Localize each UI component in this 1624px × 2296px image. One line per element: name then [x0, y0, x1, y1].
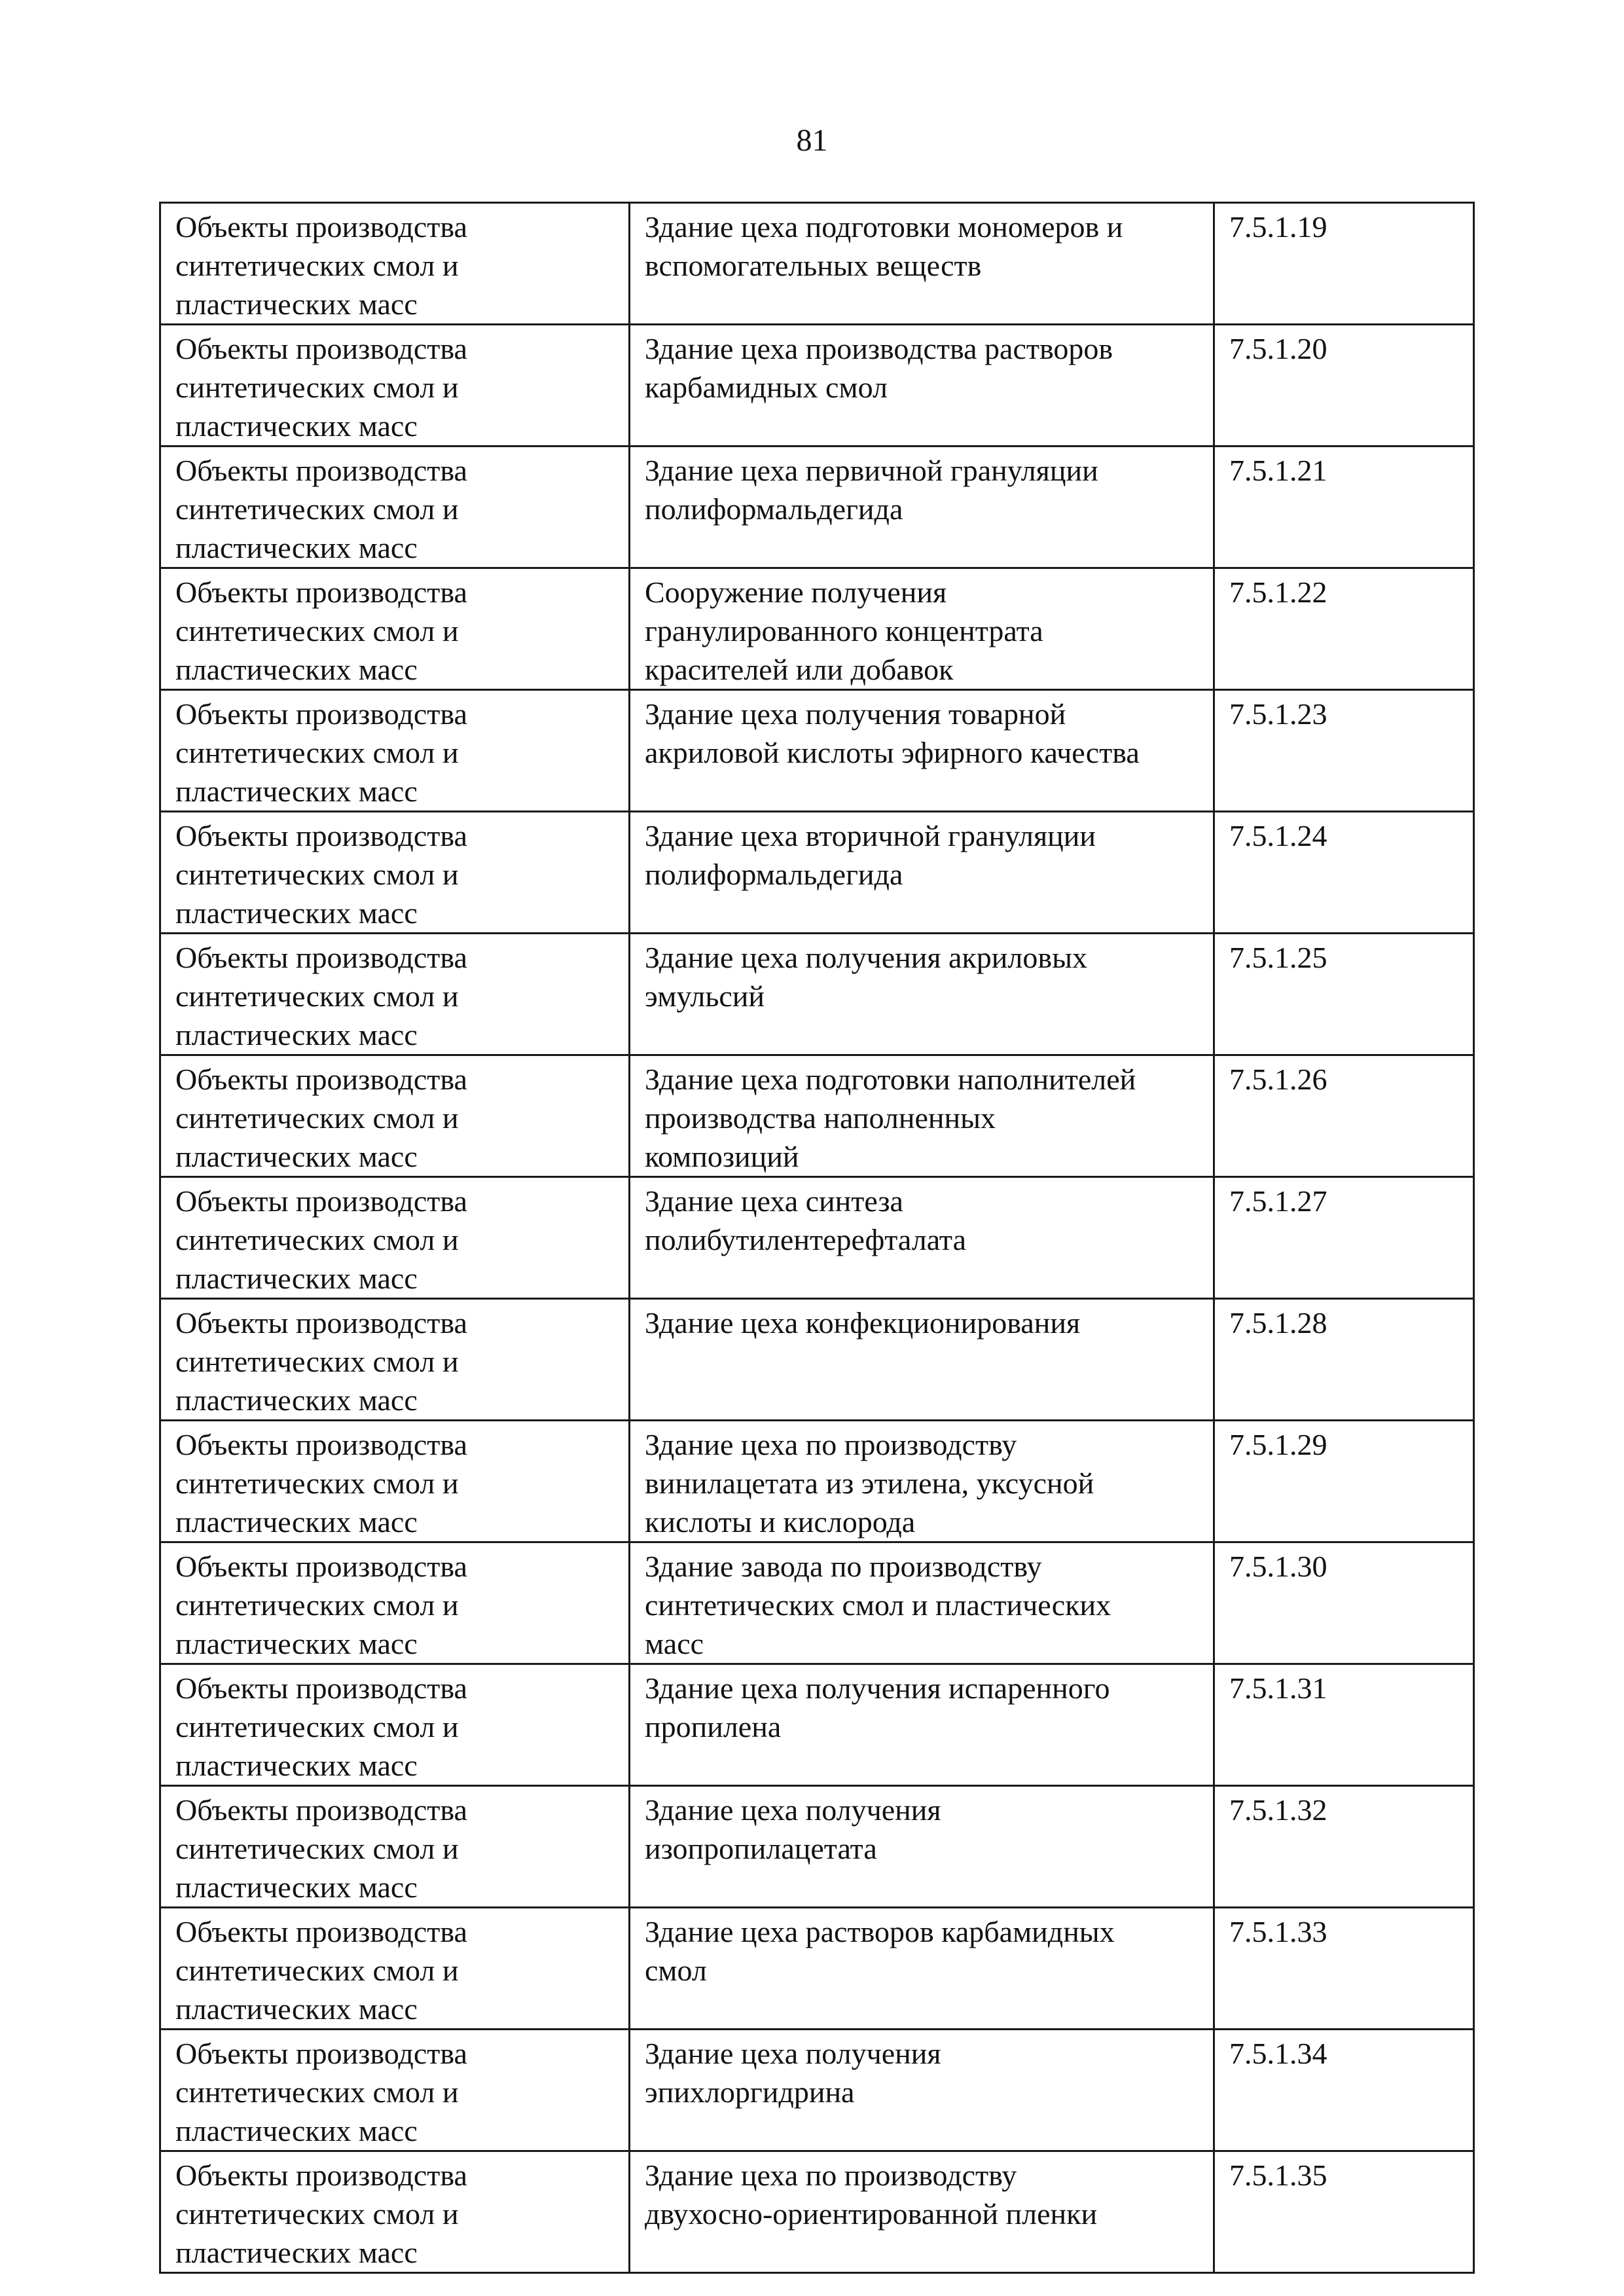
object-cell	[630, 1908, 1214, 2030]
code-cell: 7.5.1.22	[1214, 568, 1474, 690]
object-cell	[630, 1055, 1214, 1177]
category-cell	[160, 1421, 630, 1542]
category-line: пластических масс	[175, 1749, 418, 1782]
code-cell: 7.5.1.35	[1214, 2151, 1474, 2273]
object-line: Здание цеха синтеза	[645, 1184, 903, 1218]
category-line: пластических масс	[175, 1383, 418, 1417]
table-row	[160, 934, 1474, 1055]
category-line: Объекты производства	[175, 332, 467, 365]
object-cell	[630, 325, 1214, 446]
object-line: Здание цеха вторичной грануляции	[645, 819, 1096, 852]
category-line: синтетических смол и	[175, 2075, 459, 2109]
category-line: Объекты производства	[175, 941, 467, 974]
object-line: синтетических смол и пластических	[645, 1588, 1111, 1622]
table-row	[160, 1908, 1474, 2030]
table-row	[160, 1177, 1474, 1299]
object-line: винилацетата из этилена, уксусной	[645, 1467, 1094, 1500]
object-cell	[630, 1177, 1214, 1299]
object-line: акриловой кислоты эфирного качества	[645, 736, 1140, 769]
object-line: кислоты и кислорода	[645, 1505, 916, 1539]
category-cell	[160, 203, 630, 325]
table-row	[160, 1542, 1474, 1664]
category-line: пластических масс	[175, 2114, 418, 2147]
object-line: Здание цеха растворов карбамидных	[645, 1915, 1115, 1948]
code-cell: 7.5.1.19	[1214, 203, 1474, 325]
object-line: Здание цеха получения	[645, 1793, 941, 1827]
category-cell	[160, 325, 630, 446]
category-line: Объекты производства	[175, 697, 467, 731]
objects-table	[159, 202, 1475, 2274]
category-line: пластических масс	[175, 774, 418, 808]
category-line: пластических масс	[175, 1262, 418, 1295]
object-line: полибутилентерефталата	[645, 1223, 966, 1256]
object-line: эмульсий	[645, 979, 765, 1013]
code-cell: 7.5.1.26	[1214, 1055, 1474, 1177]
category-cell	[160, 934, 630, 1055]
category-line: синтетических смол и	[175, 1710, 459, 1743]
object-line: композиций	[645, 1140, 799, 1173]
code-cell: 7.5.1.28	[1214, 1299, 1474, 1421]
category-line: Объекты производства	[175, 2159, 467, 2192]
category-line: пластических масс	[175, 653, 418, 686]
object-line: гранулированного концентрата	[645, 614, 1043, 647]
object-line: пропилена	[645, 1710, 782, 1743]
object-line: Здание цеха подготовки наполнителей	[645, 1063, 1136, 1096]
table-row	[160, 1664, 1474, 1786]
object-line: вспомогательных веществ	[645, 249, 982, 282]
object-line: Сооружение получения	[645, 575, 947, 609]
category-line: Объекты производства	[175, 454, 467, 487]
table-row	[160, 1421, 1474, 1542]
category-line: Объекты производства	[175, 1793, 467, 1827]
code-cell: 7.5.1.33	[1214, 1908, 1474, 2030]
object-cell	[630, 690, 1214, 812]
code-cell: 7.5.1.23	[1214, 690, 1474, 812]
category-cell	[160, 1664, 630, 1786]
object-cell	[630, 934, 1214, 1055]
object-cell	[630, 2030, 1214, 2151]
category-line: пластических масс	[175, 1505, 418, 1539]
object-line: Здание цеха подготовки мономеров и	[645, 210, 1123, 244]
code-cell: 7.5.1.24	[1214, 812, 1474, 934]
object-line: эпихлоргидрина	[645, 2075, 855, 2109]
category-line: Объекты производства	[175, 1306, 467, 1339]
category-line: синтетических смол и	[175, 492, 459, 526]
code-cell: 7.5.1.32	[1214, 1786, 1474, 1908]
category-line: пластических масс	[175, 1992, 418, 2026]
category-cell	[160, 1299, 630, 1421]
object-line: Здание цеха по производству	[645, 1428, 1017, 1461]
table-row	[160, 2030, 1474, 2151]
object-line: полиформальдегида	[645, 492, 903, 526]
object-line: двухосно-ориентированной пленки	[645, 2197, 1098, 2231]
category-cell	[160, 1177, 630, 1299]
category-line: Объекты производства	[175, 1063, 467, 1096]
category-line: синтетических смол и	[175, 979, 459, 1013]
object-line: Здание цеха получения	[645, 2037, 941, 2070]
category-line: пластических масс	[175, 287, 418, 321]
object-line: производства наполненных	[645, 1101, 996, 1135]
object-line: изопропилацетата	[645, 1832, 877, 1865]
code-cell: 7.5.1.29	[1214, 1421, 1474, 1542]
table-body	[160, 203, 1474, 2273]
category-line: пластических масс	[175, 1870, 418, 1904]
object-cell	[630, 2151, 1214, 2273]
table-row	[160, 2151, 1474, 2273]
object-line: Здание завода по производству	[645, 1550, 1042, 1583]
category-line: Объекты производства	[175, 575, 467, 609]
category-line: синтетических смол и	[175, 2197, 459, 2231]
category-cell	[160, 568, 630, 690]
category-line: синтетических смол и	[175, 1345, 459, 1378]
object-line: красителей или добавок	[645, 653, 954, 686]
category-line: Объекты производства	[175, 1915, 467, 1948]
object-cell	[630, 812, 1214, 934]
category-line: синтетических смол и	[175, 1467, 459, 1500]
table-row	[160, 446, 1474, 568]
category-cell	[160, 812, 630, 934]
category-line: Объекты производства	[175, 210, 467, 244]
object-cell	[630, 446, 1214, 568]
table-row	[160, 1055, 1474, 1177]
object-cell	[630, 1786, 1214, 1908]
category-cell	[160, 1055, 630, 1177]
code-cell: 7.5.1.34	[1214, 2030, 1474, 2151]
table-row	[160, 325, 1474, 446]
object-line: Здание цеха конфекционирования	[645, 1306, 1081, 1339]
category-cell	[160, 690, 630, 812]
category-line: Объекты производства	[175, 1550, 467, 1583]
category-line: Объекты производства	[175, 1671, 467, 1705]
category-line: синтетических смол и	[175, 371, 459, 404]
code-cell: 7.5.1.21	[1214, 446, 1474, 568]
category-line: синтетических смол и	[175, 1588, 459, 1622]
code-cell: 7.5.1.31	[1214, 1664, 1474, 1786]
table-row	[160, 690, 1474, 812]
category-line: синтетических смол и	[175, 1101, 459, 1135]
category-line: синтетических смол и	[175, 858, 459, 891]
object-line: смол	[645, 1954, 707, 1987]
category-line: Объекты производства	[175, 2037, 467, 2070]
category-cell	[160, 1786, 630, 1908]
category-cell	[160, 2030, 630, 2151]
category-line: синтетических смол и	[175, 1832, 459, 1865]
category-cell	[160, 2151, 630, 2273]
category-line: пластических масс	[175, 1018, 418, 1051]
code-cell: 7.5.1.25	[1214, 934, 1474, 1055]
object-cell	[630, 568, 1214, 690]
table-row	[160, 1299, 1474, 1421]
code-cell: 7.5.1.30	[1214, 1542, 1474, 1664]
category-line: синтетических смол и	[175, 736, 459, 769]
object-line: Здание цеха первичной грануляции	[645, 454, 1098, 487]
object-line: масс	[645, 1627, 704, 1660]
category-line: синтетических смол и	[175, 614, 459, 647]
table-row	[160, 1786, 1474, 1908]
table-row	[160, 812, 1474, 934]
object-line: Здание цеха производства растворов	[645, 332, 1113, 365]
object-cell	[630, 1299, 1214, 1421]
object-cell	[630, 1421, 1214, 1542]
code-cell: 7.5.1.27	[1214, 1177, 1474, 1299]
code-cell: 7.5.1.20	[1214, 325, 1474, 446]
object-cell	[630, 1542, 1214, 1664]
table-row	[160, 203, 1474, 325]
category-line: пластических масс	[175, 2236, 418, 2269]
category-line: синтетических смол и	[175, 249, 459, 282]
category-cell	[160, 1542, 630, 1664]
object-line: Здание цеха получения акриловых	[645, 941, 1087, 974]
category-line: пластических масс	[175, 896, 418, 930]
category-line: пластических масс	[175, 531, 418, 564]
category-line: Объекты производства	[175, 819, 467, 852]
category-line: пластических масс	[175, 1140, 418, 1173]
category-cell	[160, 446, 630, 568]
table-row	[160, 568, 1474, 690]
object-line: Здание цеха получения товарной	[645, 697, 1066, 731]
category-line: Объекты производства	[175, 1428, 467, 1461]
category-line: Объекты производства	[175, 1184, 467, 1218]
category-line: синтетических смол и	[175, 1954, 459, 1987]
object-line: Здание цеха по производству	[645, 2159, 1017, 2192]
object-cell	[630, 203, 1214, 325]
object-cell	[630, 1664, 1214, 1786]
category-line: синтетических смол и	[175, 1223, 459, 1256]
page-number: 81	[796, 123, 828, 158]
object-line: карбамидных смол	[645, 371, 888, 404]
category-line: пластических масс	[175, 409, 418, 443]
object-line: Здание цеха получения испаренного	[645, 1671, 1110, 1705]
category-line: пластических масс	[175, 1627, 418, 1660]
object-line: полиформальдегида	[645, 858, 903, 891]
category-cell	[160, 1908, 630, 2030]
